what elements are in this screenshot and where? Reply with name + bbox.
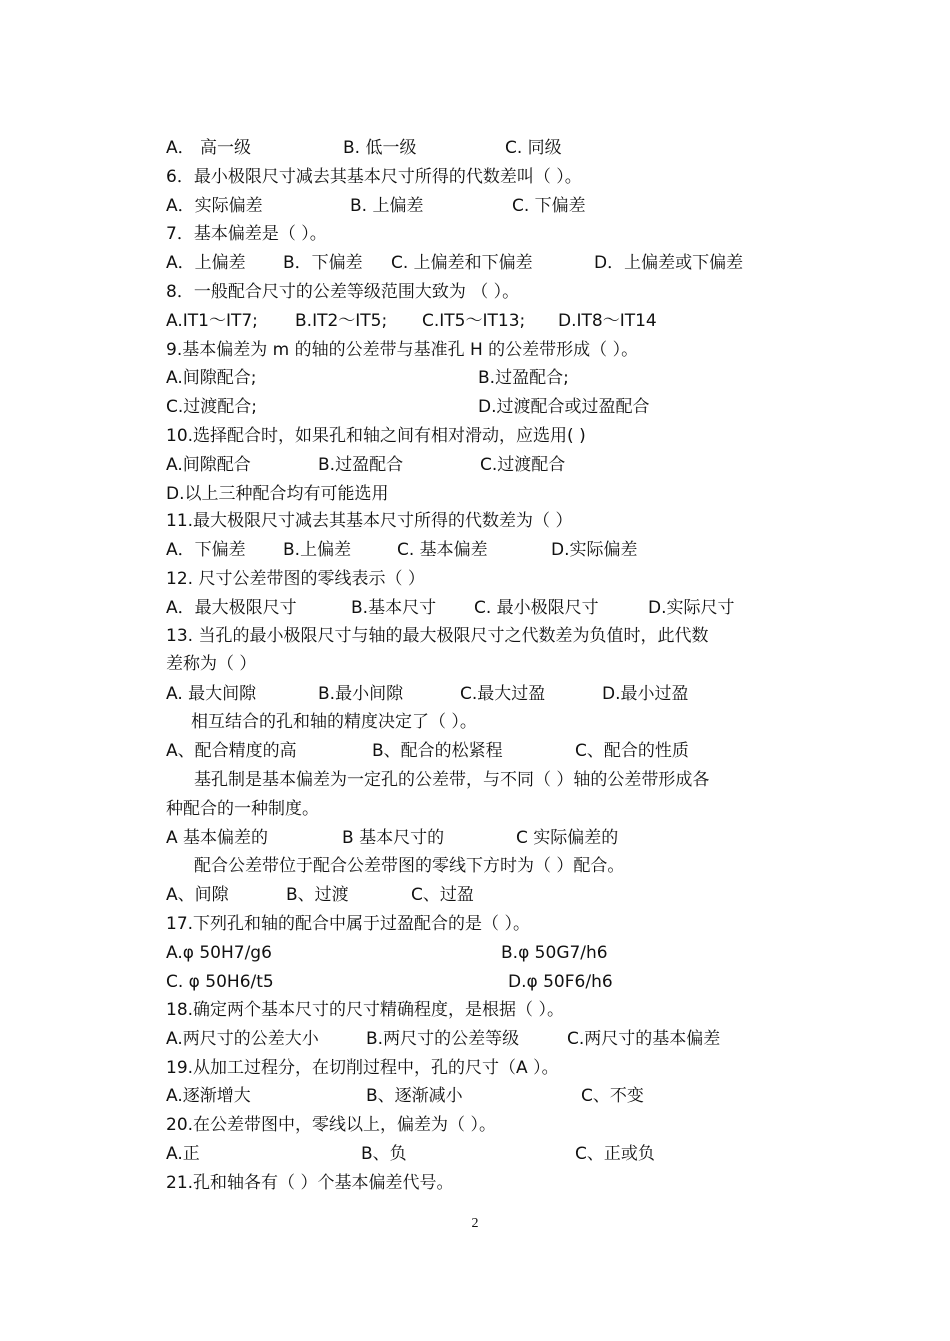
text-line xyxy=(0,249,950,277)
text-line xyxy=(0,881,950,909)
text-line xyxy=(0,622,950,650)
text-line xyxy=(0,422,950,450)
text-segment: 8．一般配合尺寸的公差等级范围大致为 （ ）。 xyxy=(166,282,520,302)
text-segment: A 基本偏差的 xyxy=(166,828,269,848)
text-line xyxy=(0,1054,950,1082)
text-line xyxy=(0,336,950,364)
text-segment: 20.在公差带图中，零线以上，偏差为（ ）。 xyxy=(166,1115,496,1135)
text-line xyxy=(0,480,950,508)
text-segment: A.间隙配合 xyxy=(166,455,251,475)
text-line xyxy=(0,507,950,535)
text-segment: C. 同级 xyxy=(505,138,562,158)
text-segment: 相互结合的孔和轴的精度决定了（ ）。 xyxy=(191,712,477,732)
text-segment: 17.下列孔和轴的配合中属于过盈配合的是（ ）。 xyxy=(166,914,530,934)
text-line xyxy=(0,536,950,564)
text-line xyxy=(0,163,950,191)
text-segment: C. φ 50H6/t5 xyxy=(166,972,274,992)
text-segment: C、过盈 xyxy=(411,885,474,905)
text-line xyxy=(0,996,950,1024)
text-segment: C、配合的性质 xyxy=(575,741,689,761)
text-line xyxy=(0,451,950,479)
text-segment: B、过渡 xyxy=(286,885,349,905)
text-line xyxy=(0,220,950,248)
text-segment: 12. 尺寸公差带图的零线表示（ ） xyxy=(166,569,425,589)
text-segment: B.两尺寸的公差等级 xyxy=(366,1029,520,1049)
text-segment: D.IT8～IT14 xyxy=(558,311,657,331)
text-line xyxy=(0,565,950,593)
text-segment: C. 下偏差 xyxy=(512,196,586,216)
text-line xyxy=(0,364,950,392)
text-segment: 19.从加工过程分，在切削过程中，孔的尺寸（A ）。 xyxy=(166,1058,559,1078)
text-line xyxy=(0,680,950,708)
text-segment: D．上偏差或下偏差 xyxy=(594,253,744,273)
text-segment: C. 基本偏差 xyxy=(397,540,488,560)
text-segment: A、配合精度的高 xyxy=(166,741,297,761)
text-segment: 9.基本偏差为 m 的轴的公差带与基准孔 H 的公差带形成（ ）。 xyxy=(166,340,639,360)
text-line xyxy=(0,910,950,938)
text-segment: C、正或负 xyxy=(575,1144,655,1164)
text-segment: B. 低一级 xyxy=(343,138,417,158)
text-segment: 13. 当孔的最小极限尺寸与轴的最大极限尺寸之代数差为负值时，此代数 xyxy=(166,626,709,646)
text-segment: A. 最大间隙 xyxy=(166,684,257,704)
text-segment: B.IT2～IT5; xyxy=(295,311,388,331)
text-segment: D.最小过盈 xyxy=(602,684,689,704)
text-segment: B.最小间隙 xyxy=(318,684,404,704)
text-line xyxy=(0,1111,950,1139)
text-segment: 18.确定两个基本尺寸的尺寸精确程度，是根据（ ）。 xyxy=(166,1000,564,1020)
text-segment: A.φ 50H7/g6 xyxy=(166,943,272,963)
text-segment: 差称为（ ） xyxy=(166,654,257,674)
text-segment: C.过渡配合 xyxy=(480,455,566,475)
text-segment: A、间隙 xyxy=(166,885,229,905)
text-segment: B、逐渐减小 xyxy=(366,1086,463,1106)
text-line xyxy=(0,134,950,162)
text-segment: 配合公差带位于配合公差带图的零线下方时为（ ）配合。 xyxy=(194,856,625,876)
text-segment: C 实际偏差的 xyxy=(516,828,619,848)
text-segment: B.上偏差 xyxy=(283,540,352,560)
text-segment: A.IT1～IT7; xyxy=(166,311,258,331)
text-segment: 种配合的一种制度。 xyxy=(166,799,319,819)
text-line xyxy=(0,393,950,421)
text-segment: A． 高一级 xyxy=(166,138,252,158)
text-segment: A.间隙配合; xyxy=(166,368,257,388)
text-segment: B.过盈配合 xyxy=(318,455,404,475)
text-segment: D.过渡配合或过盈配合 xyxy=(478,397,650,417)
text-segment: C. 最小极限尺寸 xyxy=(474,598,599,618)
text-segment: 10.选择配合时，如果孔和轴之间有相对滑动，应选用( ) xyxy=(166,426,586,446)
text-segment: B 基本尺寸的 xyxy=(342,828,445,848)
text-segment: C.IT5～IT13; xyxy=(422,311,526,331)
text-segment: B．下偏差 xyxy=(283,253,363,273)
text-segment: A.两尺寸的公差大小 xyxy=(166,1029,319,1049)
text-segment: 21.孔和轴各有（ ）个基本偏差代号。 xyxy=(166,1173,454,1193)
text-line xyxy=(0,824,950,852)
text-segment: B、配合的松紧程 xyxy=(372,741,503,761)
text-segment: A．下偏差 xyxy=(166,540,246,560)
text-segment: C.过渡配合; xyxy=(166,397,258,417)
text-line xyxy=(0,650,950,678)
text-segment: B.过盈配合; xyxy=(478,368,569,388)
text-line xyxy=(0,278,950,306)
text-segment: A．最大极限尺寸 xyxy=(166,598,297,618)
text-line xyxy=(0,1082,950,1110)
text-line xyxy=(0,307,950,335)
text-segment: A.逐渐增大 xyxy=(166,1086,251,1106)
text-segment: 基孔制是基本偏差为一定孔的公差带，与不同（ ）轴的公差带形成各 xyxy=(194,770,710,790)
text-segment: C.两尺寸的基本偏差 xyxy=(567,1029,721,1049)
text-line xyxy=(0,795,950,823)
text-segment: 11.最大极限尺寸减去其基本尺寸所得的代数差为（ ） xyxy=(166,511,573,531)
text-segment: 7．基本偏差是（ ）。 xyxy=(166,224,327,244)
text-segment: C. 上偏差和下偏差 xyxy=(391,253,533,273)
text-segment: 6．最小极限尺寸减去其基本尺寸所得的代数差叫（ ）。 xyxy=(166,167,582,187)
text-segment: A．上偏差 xyxy=(166,253,246,273)
text-segment: D.实际偏差 xyxy=(551,540,638,560)
text-segment: D.以上三种配合均有可能选用 xyxy=(166,484,389,504)
text-segment: B.基本尺寸 xyxy=(351,598,437,618)
text-segment: C.最大过盈 xyxy=(460,684,546,704)
text-line xyxy=(0,737,950,765)
text-line xyxy=(0,766,950,794)
text-segment: B. 上偏差 xyxy=(350,196,424,216)
text-line xyxy=(0,594,950,622)
text-line xyxy=(0,192,950,220)
text-segment: B、负 xyxy=(361,1144,407,1164)
text-line xyxy=(0,939,950,967)
page-number: 2 xyxy=(471,1216,479,1231)
text-segment: B.φ 50G7/h6 xyxy=(501,943,608,963)
text-line xyxy=(0,968,950,996)
text-line xyxy=(0,708,950,736)
text-segment: A．实际偏差 xyxy=(166,196,263,216)
text-segment: D.实际尺寸 xyxy=(648,598,735,618)
text-segment: A.正 xyxy=(166,1144,200,1164)
text-line xyxy=(0,1169,950,1197)
text-line xyxy=(0,1025,950,1053)
text-segment: D.φ 50F6/h6 xyxy=(508,972,613,992)
text-line xyxy=(0,852,950,880)
text-segment: C、不变 xyxy=(581,1086,644,1106)
text-line xyxy=(0,1140,950,1168)
